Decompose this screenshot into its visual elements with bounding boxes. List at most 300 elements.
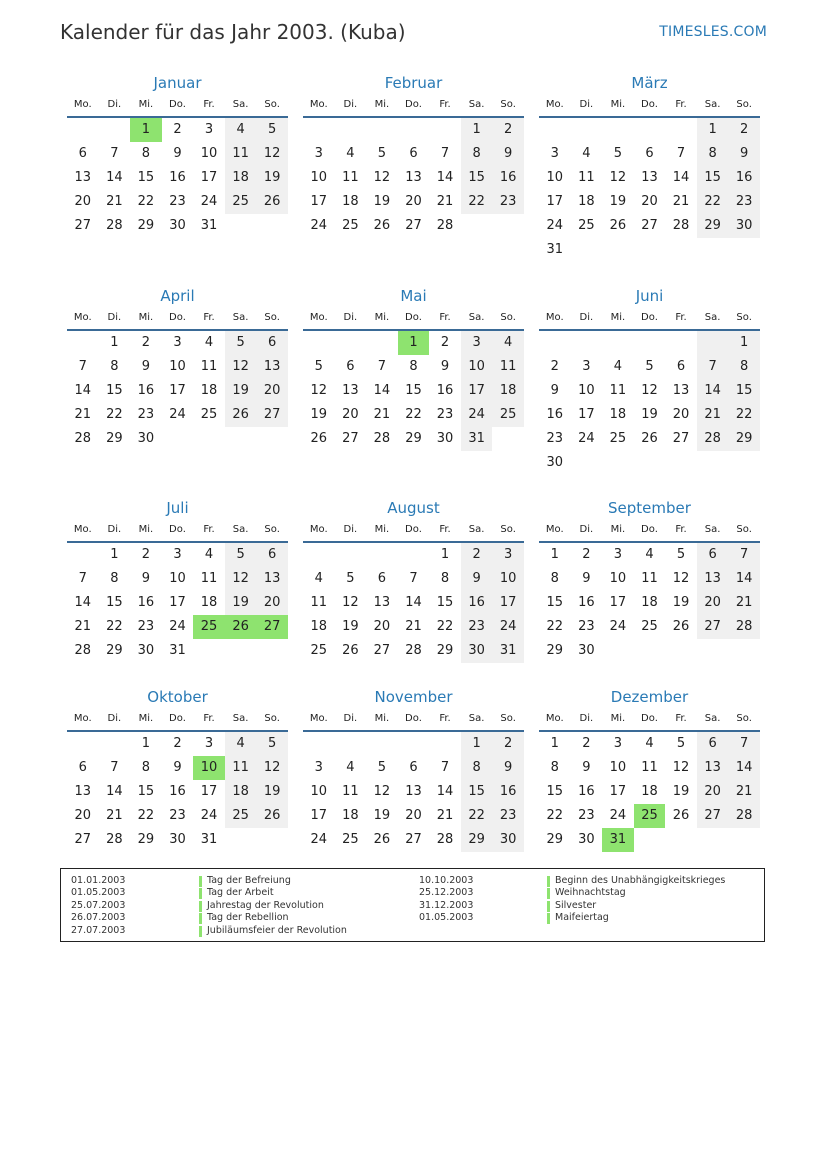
empty-day-cell [225,427,257,451]
day-cell: 22 [546,619,564,634]
day-cell: 13 [672,383,690,398]
day-cell: 23 [492,804,524,828]
month-9 [539,497,760,663]
day-cell: 26 [373,832,391,847]
empty-day-cell [634,331,666,355]
day-cell: 23 [578,808,595,823]
day-cell: 24 [310,832,328,847]
day-cell: 8 [697,142,729,166]
month-name: September [608,499,691,517]
weekday-label: Do. [169,713,186,724]
month-name: November [374,688,453,706]
day-cell: 15 [436,595,454,610]
day-cell: 28 [728,615,760,639]
weekday-label: Di. [343,713,358,724]
day-cell: 27 [342,431,359,446]
day-cell: 20 [373,619,391,634]
weekday-label: Do. [641,713,658,724]
day-cell: 6 [676,359,686,374]
weekday-label: Sa. [704,713,721,724]
day-cell: 23 [461,615,493,639]
weekday-label: So. [500,99,516,110]
day-cell: 24 [200,194,218,209]
days-grid [303,118,524,238]
empty-day-cell [571,238,603,262]
weekday-label: Di. [343,524,358,535]
day-cell: 31 [200,218,218,233]
holiday-color-marker [547,888,550,899]
day-cell: 12 [641,383,658,398]
empty-day-cell [539,331,571,355]
weekday-label: Di. [579,312,594,323]
month-6 [539,285,760,475]
day-cell: 19 [672,784,690,799]
day-cell: 3 [550,146,559,161]
empty-day-cell [303,331,335,355]
day-cell: 20 [256,591,288,615]
weekday-label: Fr. [439,524,451,535]
day-cell: 2 [550,359,559,374]
weekday-header [303,94,524,118]
day-cell: 28 [728,804,760,828]
empty-day-cell [99,118,131,142]
weekday-label: Mi. [374,524,390,535]
days-grid [539,732,760,852]
day-cell: 2 [728,118,760,142]
day-cell: 7 [676,146,686,161]
day-cell: 22 [106,619,123,634]
day-cell: 17 [169,595,186,610]
empty-day-cell [366,543,398,567]
legend-date: 01.05.2003 [419,912,474,924]
month-3 [539,72,760,262]
day-cell: 27 [641,218,658,233]
days-grid [303,331,524,451]
empty-day-cell [335,543,367,567]
weekday-header [539,94,760,118]
day-cell: 22 [728,403,760,427]
day-cell: 17 [310,808,328,823]
day-cell: 3 [613,547,623,562]
day-cell: 25 [609,431,627,446]
day-cell: 11 [342,784,359,799]
weekday-label: Mi. [138,312,154,323]
weekday-label: Sa. [232,312,249,323]
empty-day-cell [398,118,430,142]
month-name: Juli [166,499,189,517]
empty-day-cell [697,238,729,262]
legend-entry [419,887,725,899]
day-cell: 28 [106,832,123,847]
weekday-label: Fr. [439,99,451,110]
day-cell: 30 [436,431,454,446]
day-cell: 10 [609,760,627,775]
weekday-label: Sa. [468,713,485,724]
day-cell: 13 [256,355,288,379]
month-7 [67,497,288,663]
day-cell: 8 [110,359,119,374]
day-cell: 10 [193,756,225,780]
empty-day-cell [728,238,760,262]
day-cell: 9 [550,383,559,398]
day-cell: 17 [546,194,564,209]
holiday-color-marker [547,913,550,924]
holiday-color-marker [547,876,550,887]
empty-day-cell [665,118,697,142]
day-cell: 20 [342,407,359,422]
day-cell: 13 [697,567,729,591]
day-cell: 13 [74,784,92,799]
day-cell: 23 [492,190,524,214]
day-cell: 6 [409,146,418,161]
day-cell: 18 [225,166,257,190]
day-cell: 30 [728,214,760,238]
empty-day-cell [602,639,634,663]
weekday-label: Mo. [545,99,564,110]
day-cell: 16 [492,780,524,804]
day-cell: 10 [578,383,595,398]
day-cell: 5 [256,118,288,142]
day-cell: 19 [609,194,627,209]
day-cell: 1 [461,118,493,142]
empty-day-cell [303,732,335,756]
weekday-label: Sa. [232,713,249,724]
day-cell: 21 [74,407,92,422]
day-cell: 28 [106,218,123,233]
day-cell: 30 [578,643,595,658]
weekday-label: Mi. [610,312,626,323]
legend-date: 26.07.2003 [71,912,126,924]
day-cell: 12 [373,784,391,799]
empty-day-cell [67,331,99,355]
empty-day-cell [303,543,335,567]
empty-day-cell [398,732,430,756]
day-cell: 26 [672,619,690,634]
day-cell: 22 [546,808,564,823]
empty-day-cell [697,639,729,663]
legend-entry [71,887,347,899]
day-cell: 23 [169,808,186,823]
day-cell: 31 [200,832,218,847]
day-cell: 13 [697,756,729,780]
day-cell: 1 [440,547,450,562]
day-cell: 18 [342,194,359,209]
day-cell: 9 [173,760,182,775]
day-cell: 17 [461,379,493,403]
weekday-label: Fr. [203,713,215,724]
day-cell: 7 [409,571,418,586]
day-cell: 29 [546,643,564,658]
day-cell: 19 [225,591,257,615]
day-cell: 30 [169,218,186,233]
day-cell: 20 [641,194,658,209]
day-cell: 14 [697,379,729,403]
day-cell: 17 [169,383,186,398]
day-cell: 5 [676,736,686,751]
empty-day-cell [602,331,634,355]
day-cell: 20 [405,808,422,823]
day-cell: 20 [256,379,288,403]
weekday-label: Do. [641,312,658,323]
day-cell: 25 [634,804,666,828]
day-cell: 13 [342,383,359,398]
day-cell: 6 [346,359,355,374]
weekday-label: So. [500,524,516,535]
day-cell: 8 [728,355,760,379]
day-cell: 10 [169,359,186,374]
weekday-header [303,708,524,732]
weekday-header [539,307,760,331]
empty-day-cell [335,331,367,355]
day-cell: 3 [492,543,524,567]
empty-day-cell [99,732,131,756]
day-cell: 15 [697,166,729,190]
empty-day-cell [728,451,760,475]
day-cell: 21 [373,407,391,422]
weekday-label: Mo. [309,713,328,724]
weekday-label: Di. [107,312,122,323]
day-cell: 30 [137,643,155,658]
day-cell: 26 [256,804,288,828]
day-cell: 9 [728,142,760,166]
day-cell: 11 [225,142,257,166]
day-cell: 11 [310,595,328,610]
legend-holiday-name: Tag der Arbeit [207,887,274,899]
day-cell: 8 [409,359,418,374]
day-cell: 27 [256,403,288,427]
weekday-label: Fr. [203,524,215,535]
day-cell: 22 [697,190,729,214]
day-cell: 31 [492,639,524,663]
day-cell: 13 [256,567,288,591]
weekday-label: So. [500,713,516,724]
day-cell: 18 [200,595,218,610]
weekday-label: Sa. [232,99,249,110]
weekday-header [67,94,288,118]
weekday-label: Fr. [439,312,451,323]
day-cell: 17 [609,595,627,610]
legend-column-left [71,875,347,937]
empty-day-cell [665,828,697,852]
day-cell: 8 [461,756,493,780]
day-cell: 9 [492,756,524,780]
day-cell: 7 [78,571,87,586]
day-cell: 25 [578,218,595,233]
page-title: Kalender für das Jahr 2003. (Kuba) [60,20,406,44]
day-cell: 1 [550,736,559,751]
day-cell: 3 [314,146,323,161]
day-cell: 9 [173,146,182,161]
weekday-label: So. [264,312,280,323]
weekday-label: Di. [579,524,594,535]
day-cell: 16 [169,170,186,185]
day-cell: 25 [193,615,225,639]
day-cell: 19 [225,379,257,403]
day-cell: 24 [609,619,627,634]
day-cell: 16 [436,383,454,398]
weekday-label: Mi. [138,99,154,110]
empty-day-cell [492,427,524,451]
day-cell: 14 [74,383,92,398]
day-cell: 8 [461,142,493,166]
day-cell: 30 [137,431,155,446]
day-cell: 1 [550,547,559,562]
day-cell: 3 [204,122,214,137]
empty-day-cell [665,451,697,475]
day-cell: 15 [546,784,564,799]
day-cell: 5 [225,543,257,567]
day-cell: 20 [697,591,729,615]
day-cell: 6 [78,146,87,161]
empty-day-cell [697,451,729,475]
weekday-label: So. [736,99,752,110]
empty-day-cell [697,331,729,355]
day-cell: 16 [546,407,564,422]
month-12 [539,686,760,852]
day-cell: 7 [440,760,450,775]
day-cell: 13 [373,595,391,610]
day-cell: 26 [225,615,257,639]
weekday-label: Do. [641,99,658,110]
day-cell: 2 [440,335,450,350]
day-cell: 16 [578,784,595,799]
day-cell: 21 [728,591,760,615]
day-cell: 29 [405,431,422,446]
empty-day-cell [602,451,634,475]
weekday-label: Fr. [675,312,687,323]
day-cell: 20 [672,407,690,422]
weekday-label: Di. [343,312,358,323]
month-10 [67,686,288,852]
day-cell: 17 [200,170,218,185]
day-cell: 31 [169,643,186,658]
weekday-label: Fr. [675,524,687,535]
month-name: März [631,74,668,92]
day-cell: 10 [169,571,186,586]
day-cell: 14 [728,756,760,780]
weekday-label: Mo. [545,524,564,535]
month-name: Dezember [610,688,689,706]
month-name: Oktober [147,688,208,706]
day-cell: 14 [405,595,422,610]
day-cell: 25 [641,619,658,634]
day-cell: 18 [641,784,658,799]
day-cell: 10 [492,567,524,591]
day-cell: 2 [492,732,524,756]
day-cell: 3 [314,760,323,775]
day-cell: 4 [582,146,591,161]
month-name: Februar [384,74,443,92]
weekday-label: Mo. [545,713,564,724]
day-cell: 21 [436,194,454,209]
day-cell: 1 [110,547,119,562]
empty-day-cell [665,639,697,663]
month-11 [303,686,524,852]
day-cell: 1 [110,335,119,350]
weekday-label: Mo. [309,524,328,535]
weekday-label: Sa. [468,312,485,323]
weekday-header [67,519,288,543]
weekday-label: Do. [169,524,186,535]
empty-day-cell [634,451,666,475]
legend-date: 01.01.2003 [71,875,126,886]
days-grid [539,331,760,475]
day-cell: 11 [200,571,218,586]
day-cell: 22 [106,407,123,422]
legend-entry [419,912,725,924]
day-cell: 9 [141,571,151,586]
day-cell: 27 [373,643,391,658]
day-cell: 2 [582,547,591,562]
day-cell: 10 [310,784,328,799]
weekday-label: Mi. [138,713,154,724]
day-cell: 12 [373,170,391,185]
day-cell: 21 [728,780,760,804]
day-cell: 12 [225,355,257,379]
day-cell: 15 [461,166,493,190]
weekday-label: Mi. [610,99,626,110]
day-cell: 22 [137,194,155,209]
day-cell: 16 [169,784,186,799]
day-cell: 16 [728,166,760,190]
weekday-header [67,307,288,331]
day-cell: 4 [613,359,623,374]
day-cell: 27 [405,832,422,847]
holiday-color-marker [199,901,202,912]
weekday-label: So. [264,713,280,724]
empty-day-cell [193,427,225,451]
legend-holiday-name: Jubiläumsfeier der Revolution [207,924,347,936]
weekday-label: Mo. [309,99,328,110]
day-cell: 15 [137,170,155,185]
day-cell: 18 [641,595,658,610]
day-cell: 1 [461,732,493,756]
day-cell: 5 [377,146,387,161]
day-cell: 28 [436,218,454,233]
day-cell: 11 [609,383,627,398]
day-cell: 29 [436,643,454,658]
day-cell: 9 [582,571,591,586]
empty-day-cell [492,214,524,238]
day-cell: 23 [578,619,595,634]
weekday-label: Mi. [138,524,154,535]
day-cell: 2 [173,122,182,137]
day-cell: 28 [74,643,92,658]
day-cell: 1 [398,331,430,355]
days-grid [67,118,288,238]
day-cell: 24 [200,808,218,823]
brand-link[interactable]: TIMESLES.COM [659,24,767,40]
weekday-label: So. [736,713,752,724]
day-cell: 2 [492,118,524,142]
legend-entry [419,875,725,887]
day-cell: 19 [672,595,690,610]
days-grid [67,732,288,852]
days-grid [539,543,760,663]
day-cell: 7 [728,543,760,567]
day-cell: 14 [106,170,123,185]
holiday-legend [60,868,765,942]
day-cell: 24 [492,615,524,639]
empty-day-cell [225,828,257,852]
month-1 [67,72,288,238]
legend-holiday-name: Maifeiertag [555,912,609,924]
day-cell: 25 [310,643,328,658]
day-cell: 26 [225,403,257,427]
empty-day-cell [366,732,398,756]
day-cell: 1 [697,118,729,142]
day-cell: 1 [728,331,760,355]
